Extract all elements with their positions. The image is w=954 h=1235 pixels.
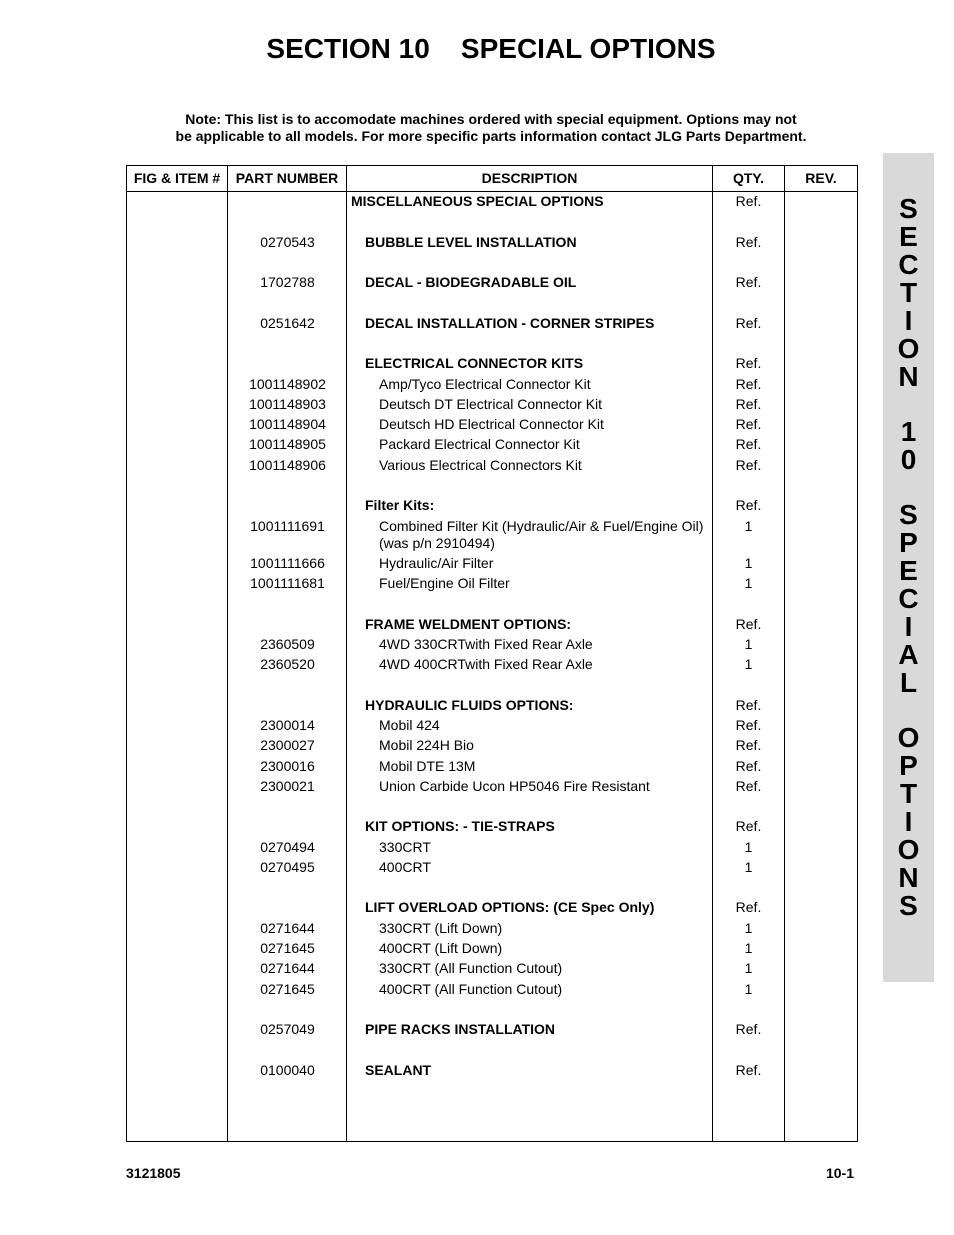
part-number-cell: 2360509: [260, 636, 315, 652]
table-row: [127, 497, 857, 517]
side-tab-letter: L: [899, 667, 918, 698]
part-number-cell: 0257049: [260, 1021, 315, 1037]
qty-cell: Ref.: [735, 1021, 762, 1037]
table-row: [127, 636, 857, 656]
part-number-cell: 2300027: [260, 737, 315, 753]
side-tab-letter: I: [904, 611, 913, 642]
section-title: SECTION 10 SPECIAL OPTIONS: [266, 33, 716, 64]
part-number-cell: 1001148905: [249, 436, 326, 452]
description-cell: Mobil DTE 13M: [379, 758, 476, 774]
qty-cell: Ref.: [735, 899, 762, 915]
qty-cell: 1: [744, 981, 753, 997]
qty-cell: 1: [744, 940, 753, 956]
table-row: [127, 758, 857, 778]
qty-cell: Ref.: [735, 436, 762, 452]
side-tab-letter: S: [899, 193, 918, 224]
table-row: [127, 1021, 857, 1041]
table-row: [127, 457, 857, 477]
table-row: [127, 575, 857, 595]
table-row: [127, 616, 857, 636]
description-cell: Deutsch HD Electrical Connector Kit: [379, 416, 604, 432]
part-number-cell: 0271645: [260, 981, 315, 997]
part-number-cell: 1001111691: [250, 518, 325, 534]
document-number: 3121805: [126, 1165, 181, 1181]
side-tab-letter: E: [899, 221, 918, 252]
table-row: [127, 778, 857, 798]
qty-cell: Ref.: [735, 778, 762, 794]
table-row: [127, 981, 857, 1001]
description-cell: PIPE RACKS INSTALLATION: [365, 1021, 556, 1037]
qty-cell: Ref.: [735, 315, 762, 331]
table-row: [127, 315, 857, 335]
header-divider: [127, 191, 857, 192]
description-cell: SEALANT: [365, 1062, 432, 1078]
part-number-cell: 1001111681: [250, 575, 325, 591]
description-cell: LIFT OVERLOAD OPTIONS: (CE Spec Only): [365, 899, 655, 915]
qty-cell: 1: [744, 518, 753, 534]
qty-cell: Ref.: [735, 193, 762, 209]
description-cell: 4WD 330CRTwith Fixed Rear Axle: [379, 636, 593, 652]
part-number-cell: 1001148903: [249, 396, 326, 412]
header-qty: QTY.: [732, 170, 765, 186]
qty-cell: 1: [744, 636, 753, 652]
table-row: [127, 839, 857, 859]
part-number-cell: 0251642: [260, 315, 315, 331]
qty-cell: 1: [744, 555, 753, 571]
parts-table: [126, 165, 858, 1142]
table-row: [127, 555, 857, 575]
side-tab-letter: I: [904, 806, 913, 837]
description-cell: 400CRT (Lift Down): [379, 940, 503, 956]
header-rev: REV.: [805, 170, 837, 186]
table-row: [127, 920, 857, 940]
table-row: [127, 859, 857, 879]
part-number-cell: 1702788: [260, 274, 315, 290]
note-text: [0, 111, 954, 145]
side-tab-letter: P: [899, 527, 918, 558]
qty-cell: 1: [744, 859, 753, 875]
part-number-cell: 2360520: [260, 656, 315, 672]
description-cell: 330CRT (Lift Down): [379, 920, 503, 936]
description-cell: Deutsch DT Electrical Connector Kit: [379, 396, 603, 412]
part-number-cell: 2300016: [260, 758, 315, 774]
description-cell: 400CRT (All Function Cutout): [379, 981, 563, 997]
part-number-cell: 1001148906: [249, 457, 326, 473]
description-cell: ELECTRICAL CONNECTOR KITS: [365, 355, 584, 371]
qty-cell: Ref.: [735, 616, 762, 632]
description-cell: FRAME WELDMENT OPTIONS:: [365, 616, 572, 632]
description-cell: 4WD 400CRTwith Fixed Rear Axle: [379, 656, 593, 672]
description-cell: Mobil 224H Bio: [379, 737, 474, 753]
table-row: [127, 899, 857, 919]
description-cell: 330CRT: [379, 839, 431, 855]
side-tab-letter: C: [898, 249, 919, 280]
qty-cell: Ref.: [735, 697, 762, 713]
qty-cell: Ref.: [735, 1062, 762, 1078]
description-cell: HYDRAULIC FLUIDS OPTIONS:: [365, 697, 574, 713]
table-row: [127, 518, 857, 551]
header-description: DESCRIPTION: [481, 170, 578, 186]
side-tab-letter: A: [898, 639, 919, 670]
note-line-2: be applicable to all models. For more specific parts information contact JLG Parts Department.: [175, 128, 807, 144]
side-tab-letter: 1: [900, 416, 917, 447]
part-number-cell: 1001148902: [249, 376, 326, 392]
table-row: [127, 697, 857, 717]
description-cell: DECAL INSTALLATION - CORNER STRIPES: [365, 315, 655, 331]
side-tab-letter: E: [899, 555, 918, 586]
side-tab-letter: O: [897, 834, 920, 865]
side-tab-letter: C: [898, 583, 919, 614]
table-row: [127, 193, 857, 213]
qty-cell: 1: [744, 920, 753, 936]
side-tab-letter: T: [899, 277, 918, 308]
description-cell: Amp/Tyco Electrical Connector Kit: [379, 376, 591, 392]
table-row: [127, 274, 857, 294]
qty-cell: Ref.: [735, 416, 762, 432]
qty-cell: Ref.: [735, 396, 762, 412]
qty-cell: Ref.: [735, 376, 762, 392]
description-cell: Filter Kits:: [365, 497, 435, 513]
part-number-cell: 1001148904: [249, 416, 326, 432]
table-row: [127, 416, 857, 436]
part-number-cell: 0270494: [260, 839, 315, 855]
table-row: [127, 960, 857, 980]
table-row: [127, 940, 857, 960]
table-row: [127, 396, 857, 416]
description-continuation: (was p/n 2910494): [379, 535, 495, 551]
side-tab-letter: 0: [900, 444, 917, 475]
table-row: [127, 234, 857, 254]
side-tab-letter: N: [898, 862, 919, 893]
header-fig-item: FIG & ITEM #: [133, 170, 221, 186]
part-number-cell: 1001111666: [250, 555, 325, 571]
table-row: [127, 818, 857, 838]
qty-cell: Ref.: [735, 274, 762, 290]
description-cell: Combined Filter Kit (Hydraulic/Air & Fuel/Engine Oil): [379, 518, 704, 534]
part-number-cell: 0100040: [260, 1062, 315, 1078]
side-tab-letter: N: [898, 361, 919, 392]
side-tab-letter: O: [897, 722, 920, 753]
side-tab-letter: S: [899, 499, 918, 530]
side-tab-letter: P: [899, 750, 918, 781]
description-cell: Mobil 424: [379, 717, 440, 733]
part-number-cell: 0270495: [260, 859, 315, 875]
qty-cell: 1: [744, 960, 753, 976]
part-number-cell: 0271644: [260, 920, 315, 936]
qty-cell: 1: [744, 656, 753, 672]
qty-cell: Ref.: [735, 457, 762, 473]
table-row: [127, 376, 857, 396]
table-row: [127, 737, 857, 757]
qty-cell: Ref.: [735, 717, 762, 733]
part-number-cell: 0271645: [260, 940, 315, 956]
qty-cell: Ref.: [735, 758, 762, 774]
side-tab-letter: S: [899, 890, 918, 921]
side-tab-letter: T: [899, 778, 918, 809]
description-cell: BUBBLE LEVEL INSTALLATION: [365, 234, 577, 250]
qty-cell: Ref.: [735, 234, 762, 250]
qty-cell: 1: [744, 575, 753, 591]
part-number-cell: 2300014: [260, 717, 315, 733]
description-cell: KIT OPTIONS: - TIE-STRAPS: [365, 818, 555, 834]
section-side-tab: [883, 153, 934, 982]
description-cell: Various Electrical Connectors Kit: [379, 457, 582, 473]
side-tab-letter: O: [897, 333, 920, 364]
qty-cell: Ref.: [735, 355, 762, 371]
qty-cell: Ref.: [735, 737, 762, 753]
description-cell: Fuel/Engine Oil Filter: [379, 575, 510, 591]
part-number-cell: 0271644: [260, 960, 315, 976]
header-part-number: PART NUMBER: [235, 170, 339, 186]
side-tab-letter: I: [904, 305, 913, 336]
description-cell: Union Carbide Ucon HP5046 Fire Resistant: [379, 778, 650, 794]
table-row: [127, 1062, 857, 1082]
description-cell: Packard Electrical Connector Kit: [379, 436, 580, 452]
table-row: [127, 355, 857, 375]
table-row: [127, 436, 857, 456]
qty-cell: 1: [744, 839, 753, 855]
description-cell: MISCELLANEOUS SPECIAL OPTIONS: [351, 193, 604, 209]
description-cell: Hydraulic/Air Filter: [379, 555, 494, 571]
description-cell: 400CRT: [379, 859, 431, 875]
description-cell: 330CRT (All Function Cutout): [379, 960, 563, 976]
page-number: 10-1: [825, 1165, 854, 1181]
table-row: [127, 656, 857, 676]
qty-cell: Ref.: [735, 497, 762, 513]
qty-cell: Ref.: [735, 818, 762, 834]
part-number-cell: 0270543: [260, 234, 315, 250]
description-cell: DECAL - BIODEGRADABLE OIL: [365, 274, 577, 290]
table-row: [127, 717, 857, 737]
note-line-1: Note: This list is to accomodate machines ordered with special equipment. Options may not: [185, 111, 797, 127]
part-number-cell: 2300021: [260, 778, 315, 794]
